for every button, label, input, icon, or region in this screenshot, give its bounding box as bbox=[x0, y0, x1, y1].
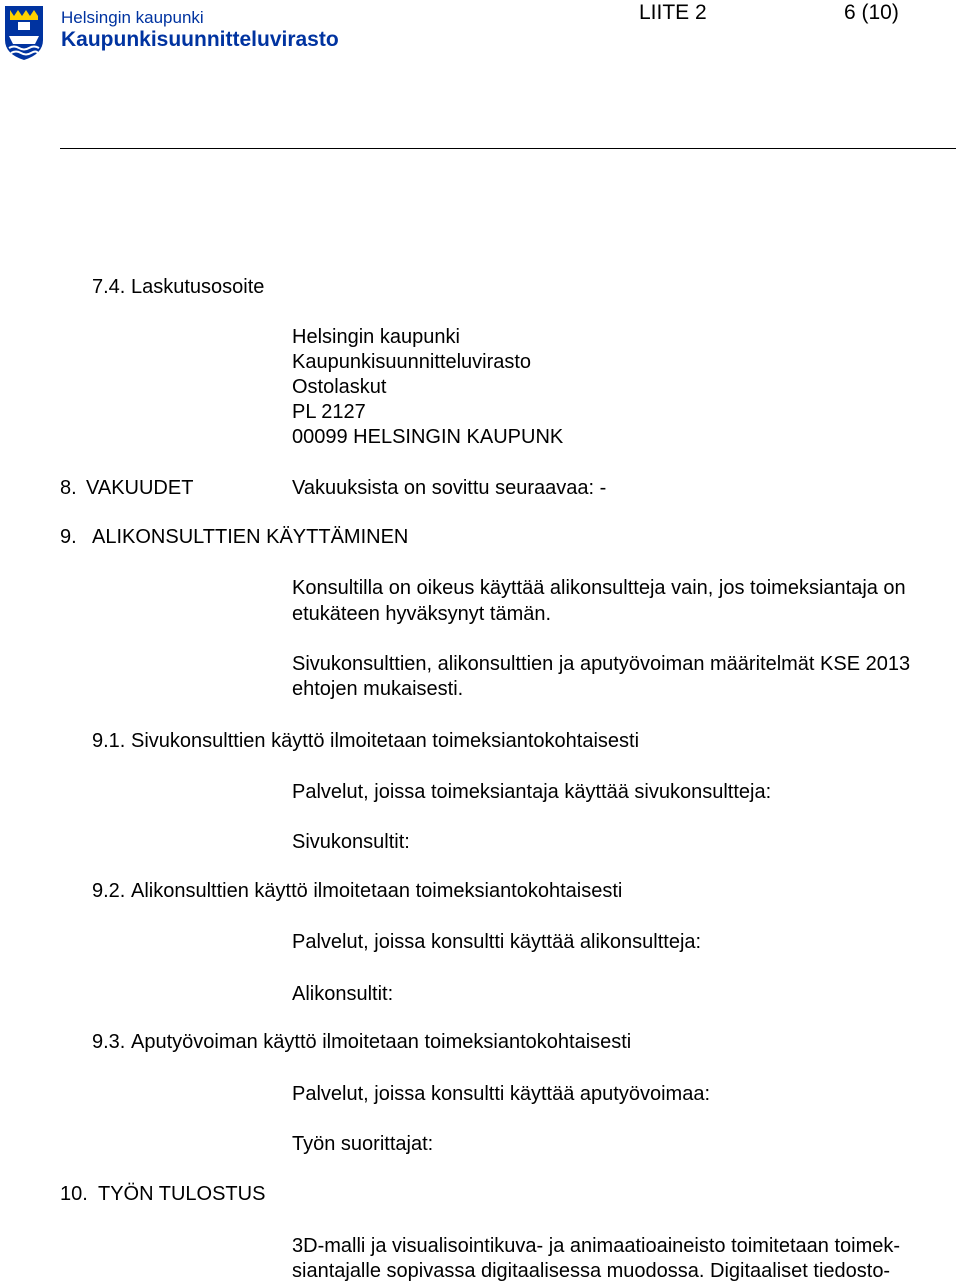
section-9-2-title: Alikonsulttien käyttö ilmoitetaan toimeksiantokohtaisesti bbox=[131, 880, 623, 902]
address-line: Kaupunkisuunnitteluvirasto bbox=[292, 351, 532, 373]
page-number: 6 (10) bbox=[844, 1, 899, 24]
section-10-line1: 3D-malli ja visualisointikuva- ja animaatioaineisto toimitetaan toimek- bbox=[292, 1235, 901, 1257]
section-10-line2: siantajalle sopivassa digitaalisessa muodossa. Digitaaliset tiedosto- bbox=[292, 1260, 891, 1282]
address-line: Ostolaskut bbox=[292, 376, 387, 398]
section-7-4-number: 7.4. bbox=[92, 276, 126, 298]
section-9-para2-line1: Sivukonsulttien, alikonsulttien ja aputyövoiman määritelmät KSE 2013 bbox=[292, 653, 911, 675]
section-9-1-line1: Palvelut, joissa toimeksiantaja käyttää sivukonsultteja: bbox=[292, 781, 772, 803]
org-name: Helsingin kaupunki bbox=[61, 8, 204, 27]
section-9-para2-line2: ehtojen mukaisesti. bbox=[292, 678, 464, 700]
section-9-3-line1: Palvelut, joissa konsultti käyttää aputyövoimaa: bbox=[292, 1083, 710, 1105]
section-8-number: 8. bbox=[60, 477, 77, 499]
section-9-1-line2: Sivukonsultit: bbox=[292, 831, 410, 853]
section-9-2-line1: Palvelut, joissa konsultti käyttää alikonsultteja: bbox=[292, 931, 702, 953]
section-9-3-line2: Työn suorittajat: bbox=[292, 1133, 434, 1155]
section-10-title: TYÖN TULOSTUS bbox=[98, 1183, 266, 1205]
appendix-label: LIITE 2 bbox=[639, 1, 707, 24]
header-divider bbox=[60, 148, 956, 149]
section-9-3-number: 9.3. bbox=[92, 1031, 126, 1053]
section-10-number: 10. bbox=[60, 1183, 88, 1205]
section-9-2-line2: Alikonsultit: bbox=[292, 983, 394, 1005]
section-7-4-title: Laskutusosoite bbox=[131, 276, 265, 298]
section-9-1-number: 9.1. bbox=[92, 730, 126, 752]
department-name: Kaupunkisuunnitteluvirasto bbox=[61, 28, 339, 51]
section-9-3-title: Aputyövoiman käyttö ilmoitetaan toimeksiantokohtaisesti bbox=[131, 1031, 632, 1053]
section-9-2-number: 9.2. bbox=[92, 880, 126, 902]
address-line: Helsingin kaupunki bbox=[292, 326, 460, 348]
section-9-para1-line2: etukäteen hyväksynyt tämän. bbox=[292, 603, 552, 625]
section-9-number: 9. bbox=[60, 526, 77, 548]
address-line: 00099 HELSINGIN KAUPUNK bbox=[292, 426, 564, 448]
section-9-para1-line1: Konsultilla on oikeus käyttää alikonsultteja vain, jos toimeksiantaja on bbox=[292, 577, 906, 599]
section-8-text: Vakuuksista on sovittu seuraavaa: - bbox=[292, 477, 607, 499]
helsinki-crest-logo bbox=[2, 4, 46, 62]
section-8-title: VAKUUDET bbox=[86, 477, 194, 499]
address-line: PL 2127 bbox=[292, 401, 366, 423]
section-9-title: ALIKONSULTTIEN KÄYTTÄMINEN bbox=[92, 526, 409, 548]
section-9-1-title: Sivukonsulttien käyttö ilmoitetaan toimeksiantokohtaisesti bbox=[131, 730, 640, 752]
